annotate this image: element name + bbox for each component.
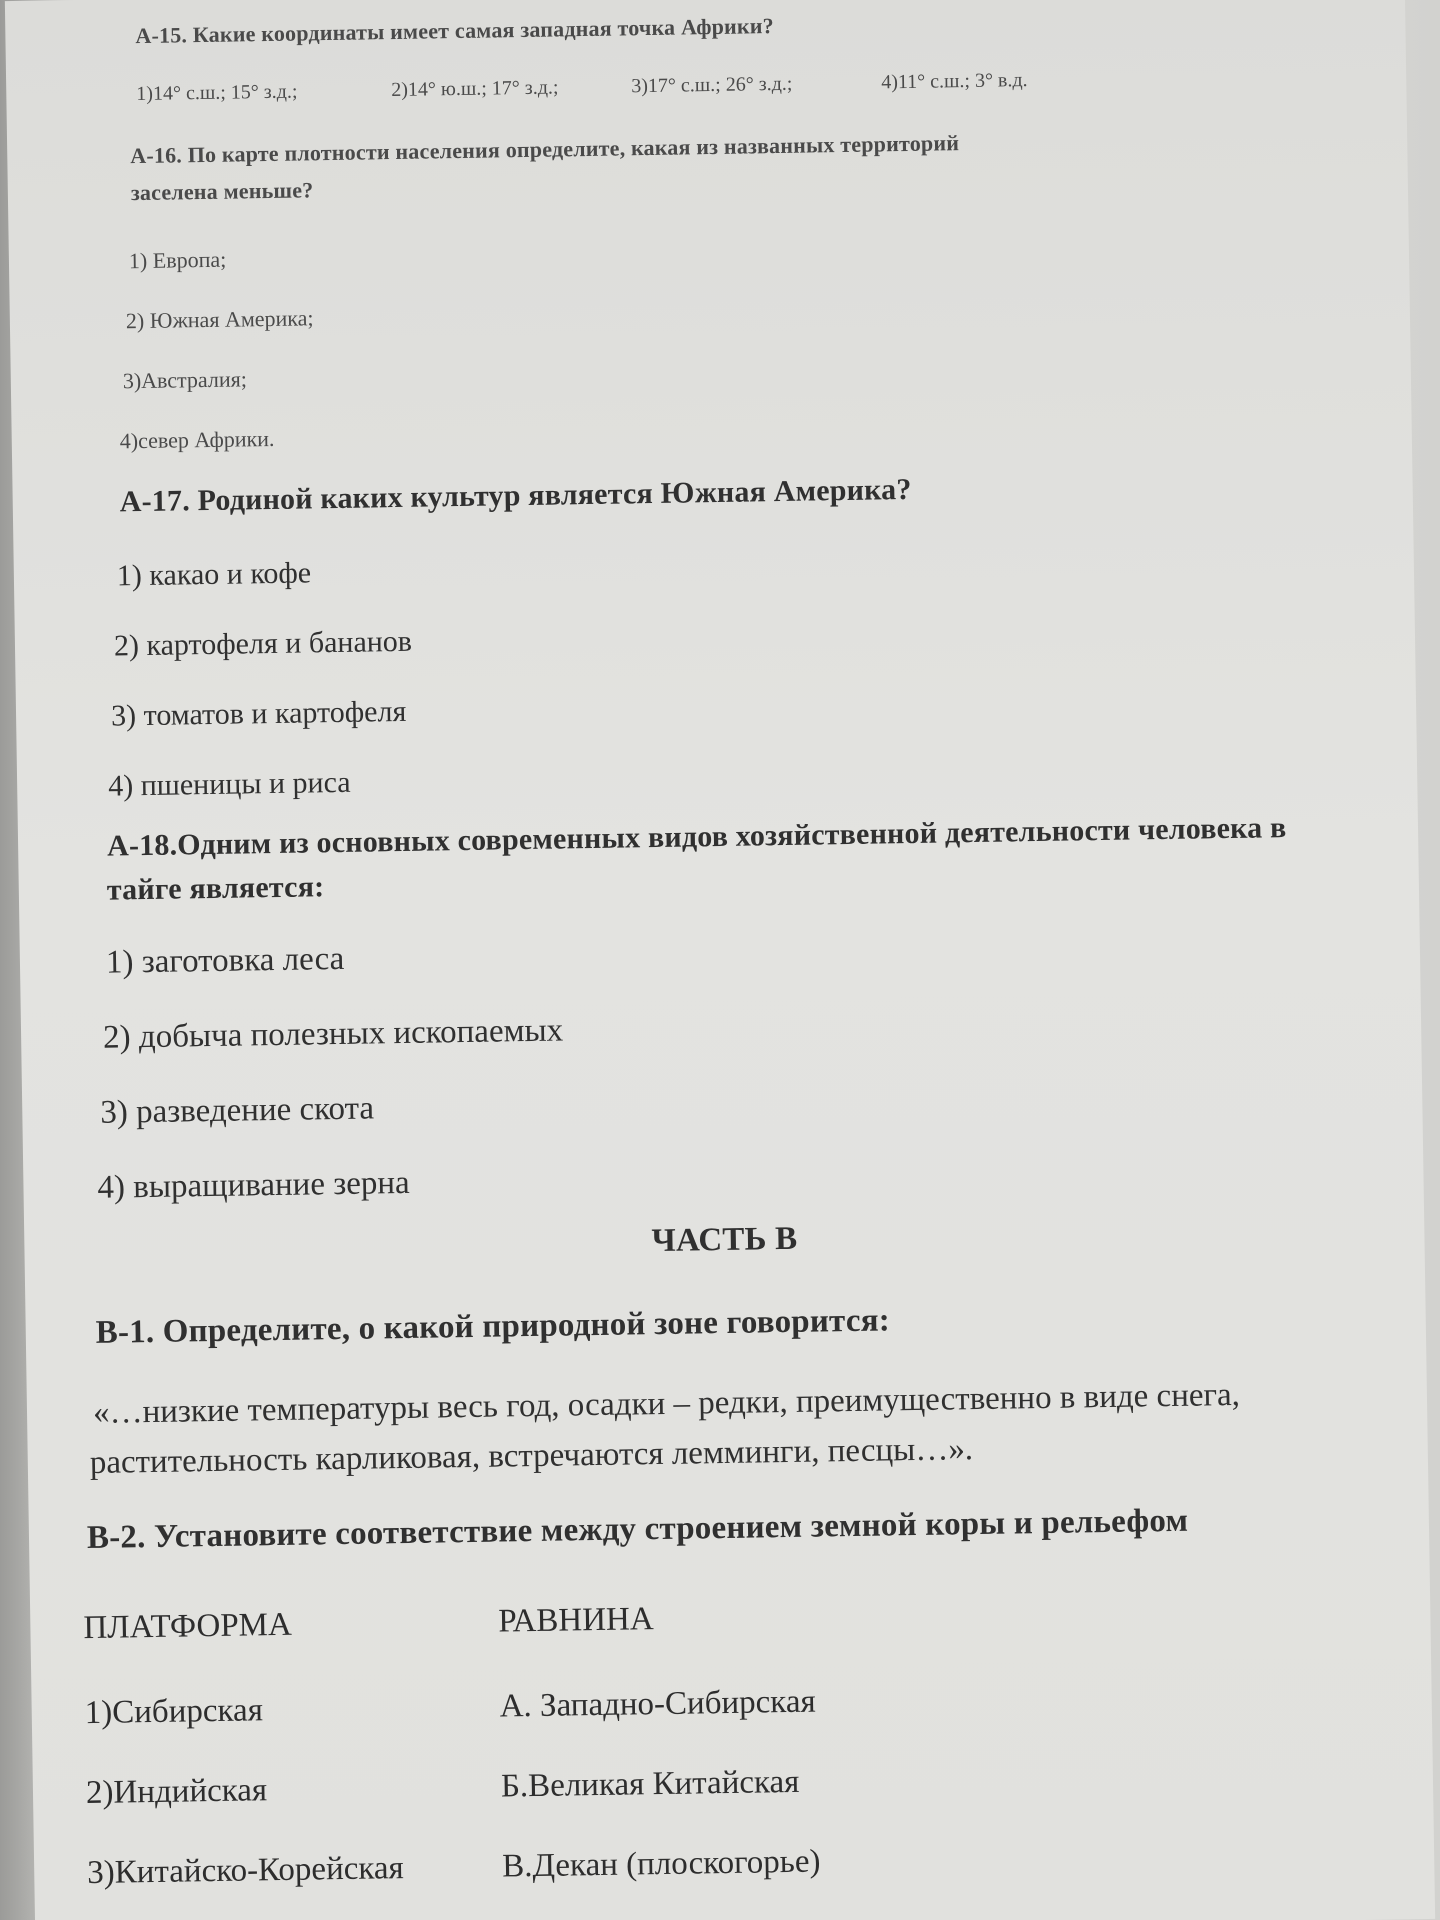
question-a17-title: А-17. Родиной каких культур является Южная Америка?: [119, 472, 912, 519]
matching-right-2: Б.Великая Китайская: [500, 1763, 800, 1805]
question-a17-option-4: 4) пшеницы и риса: [107, 765, 351, 803]
matching-left-1: 1)Сибирская: [84, 1692, 264, 1732]
question-a16-option-3: 3)Австралия;: [122, 366, 248, 394]
matching-header-plain: РАВНИНА: [498, 1601, 654, 1640]
question-a16-title-line-2: заселена меньше?: [130, 177, 314, 206]
worksheet-page: [5, 0, 1435, 1920]
question-a17-option-2: 2) картофеля и бананов: [113, 624, 413, 663]
question-a16-title-line-1: А-16. По карте плотности населения определите, какая из названных территорий: [130, 130, 960, 169]
question-a18-title-line-1: А-18.Одним из основных современных видов хозяйственной деятельности человека в: [106, 811, 1287, 863]
question-a18-title-line-2: тайге является:: [106, 870, 325, 907]
question-a16-option-2: 2) Южная Америка;: [125, 305, 314, 334]
matching-header-platform: ПЛАТФОРМА: [83, 1606, 293, 1647]
question-a17-option-3: 3) томатов и картофеля: [110, 694, 407, 733]
question-a17-option-1: 1) какао и кофе: [116, 556, 312, 593]
matching-left-2: 2)Индийская: [85, 1772, 268, 1812]
question-a15-option-2: 2)14° ю.ш.; 17° з.д.;: [391, 76, 559, 102]
part-b-heading: ЧАСТЬ В: [651, 1220, 798, 1260]
matching-table: [83, 1593, 1188, 1910]
matching-left-3: 3)Китайско-Корейская: [86, 1850, 404, 1892]
question-a18-option-1: 1) заготовка леса: [105, 940, 345, 981]
question-b1-quote-line-2: растительность карликовая, встречаются лемминги, песцы…».: [89, 1431, 974, 1481]
question-a16-option-1: 1) Европа;: [128, 246, 227, 274]
question-b1-quote-line-1: «…низкие температуры весь год, осадки – редки, преимущественно в виде снега,: [92, 1376, 1241, 1431]
question-a15-title: А-15. Какие координаты имеет самая западная точка Африки?: [135, 13, 775, 49]
matching-right-1: А. Западно-Сибирская: [499, 1683, 816, 1725]
question-a15-option-3: 3)17° с.ш.; 26° з.д.;: [631, 72, 793, 98]
question-a18-option-2: 2) добыча полезных ископаемых: [102, 1012, 564, 1056]
matching-right-3: В.Декан (плоскогорье): [501, 1843, 821, 1885]
question-a15-option-4: 4)11° с.ш.; 3° в.д.: [881, 69, 1028, 94]
question-a18-option-4: 4) выращивание зерна: [97, 1164, 410, 1206]
question-a16-option-4: 4)север Африки.: [119, 425, 275, 454]
question-b1-title: В-1. Определите, о какой природной зоне говорится:: [95, 1302, 891, 1351]
question-a15-option-1: 1)14° с.ш.; 15° з.д.;: [136, 80, 298, 106]
question-a18-option-3: 3) разведение скота: [100, 1090, 375, 1131]
question-b2-title: В-2. Установите соответствие между строением земной коры и рельефом: [86, 1502, 1189, 1557]
worksheet-sheet: [5, 0, 1435, 1920]
